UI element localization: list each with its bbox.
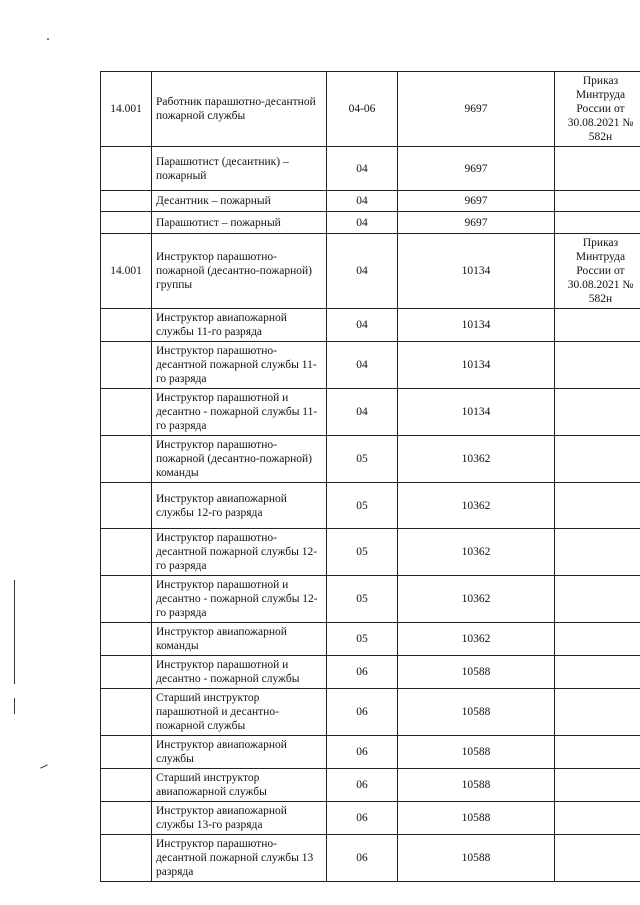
qualification-level-cell: 05	[327, 623, 398, 656]
code-cell: 14.001	[101, 72, 152, 147]
table-row	[101, 436, 640, 483]
table-row	[101, 309, 640, 342]
scan-speck	[47, 38, 49, 40]
occupation-number-cell: 10588	[398, 736, 555, 769]
order-reference-cell	[555, 389, 640, 436]
occupation-name-cell: Старший инструктор авиапожарной службы	[152, 769, 327, 802]
table-row	[101, 802, 640, 835]
order-reference-cell	[555, 769, 640, 802]
qualification-level-cell: 06	[327, 769, 398, 802]
occupation-name-cell: Старший инструктор парашютной и десантно-пожарной службы	[152, 689, 327, 736]
qualification-level-cell: 04	[327, 342, 398, 389]
order-reference-cell	[555, 736, 640, 769]
occupation-table	[100, 71, 640, 882]
occupation-number-cell: 9697	[398, 72, 555, 147]
table-row	[101, 736, 640, 769]
order-reference-cell	[555, 529, 640, 576]
occupation-name-cell: Парашютист (десантник) – пожарный	[152, 147, 327, 191]
code-cell	[101, 309, 152, 342]
order-reference-cell	[555, 191, 640, 212]
table-row	[101, 147, 640, 191]
qualification-level-cell: 05	[327, 483, 398, 529]
code-cell	[101, 147, 152, 191]
table-row	[101, 835, 640, 882]
order-reference-cell	[555, 212, 640, 234]
order-reference-cell	[555, 147, 640, 191]
occupation-number-cell: 10362	[398, 576, 555, 623]
occupation-number-cell: 10588	[398, 835, 555, 882]
code-cell	[101, 835, 152, 882]
code-cell	[101, 436, 152, 483]
order-reference-cell	[555, 309, 640, 342]
order-reference-cell: Приказ Минтруда России от 30.08.2021 № 582н	[555, 234, 640, 309]
table-row	[101, 191, 640, 212]
occupation-number-cell: 10134	[398, 389, 555, 436]
occupation-name-cell: Инструктор парашютно-пожарной (десантно-пожарной) группы	[152, 234, 327, 309]
qualification-level-cell: 04	[327, 309, 398, 342]
qualification-level-cell: 06	[327, 835, 398, 882]
scan-margin-mark	[40, 764, 48, 768]
order-reference-cell	[555, 576, 640, 623]
code-cell	[101, 342, 152, 389]
code-cell	[101, 529, 152, 576]
table-row	[101, 656, 640, 689]
qualification-level-cell: 06	[327, 689, 398, 736]
table-row	[101, 483, 640, 529]
qualification-level-cell: 04	[327, 212, 398, 234]
occupation-name-cell: Инструктор авиапожарной службы 11-го разряда	[152, 309, 327, 342]
table-row	[101, 576, 640, 623]
order-reference-cell: Приказ Минтруда России от 30.08.2021 № 582н	[555, 72, 640, 147]
table-row	[101, 529, 640, 576]
order-reference-cell	[555, 689, 640, 736]
code-cell	[101, 689, 152, 736]
code-cell	[101, 576, 152, 623]
order-reference-cell	[555, 656, 640, 689]
occupation-name-cell: Инструктор парашютной и десантно - пожарной службы 11-го разряда	[152, 389, 327, 436]
table-row	[101, 234, 640, 309]
qualification-level-cell: 04	[327, 389, 398, 436]
order-reference-cell	[555, 835, 640, 882]
occupation-name-cell: Инструктор парашютно-десантной пожарной службы 11-го разряда	[152, 342, 327, 389]
qualification-level-cell: 05	[327, 436, 398, 483]
scan-margin-mark	[14, 580, 15, 684]
occupation-name-cell: Десантник – пожарный	[152, 191, 327, 212]
occupation-name-cell: Инструктор парашютно-пожарной (десантно-пожарной) команды	[152, 436, 327, 483]
occupation-number-cell: 10362	[398, 623, 555, 656]
qualification-level-cell: 04	[327, 234, 398, 309]
qualification-level-cell: 04	[327, 147, 398, 191]
order-reference-cell	[555, 623, 640, 656]
occupation-name-cell: Инструктор парашютно-десантной пожарной службы 13 разряда	[152, 835, 327, 882]
scan-margin-mark	[14, 698, 15, 714]
code-cell	[101, 191, 152, 212]
table-row	[101, 72, 640, 147]
table-row	[101, 623, 640, 656]
occupation-name-cell: Инструктор авиапожарной команды	[152, 623, 327, 656]
table-row	[101, 212, 640, 234]
order-reference-cell	[555, 342, 640, 389]
qualification-level-cell: 04	[327, 191, 398, 212]
occupation-name-cell: Инструктор авиапожарной службы 12-го разряда	[152, 483, 327, 529]
occupation-name-cell: Инструктор парашютной и десантно - пожарной службы	[152, 656, 327, 689]
code-cell	[101, 483, 152, 529]
table-row	[101, 689, 640, 736]
occupation-number-cell: 10362	[398, 529, 555, 576]
occupation-number-cell: 9697	[398, 147, 555, 191]
occupation-name-cell: Инструктор авиапожарной службы 13-го разряда	[152, 802, 327, 835]
occupation-number-cell: 10588	[398, 769, 555, 802]
occupation-number-cell: 10134	[398, 234, 555, 309]
occupation-number-cell: 9697	[398, 212, 555, 234]
occupation-number-cell: 10362	[398, 436, 555, 483]
qualification-level-cell: 05	[327, 576, 398, 623]
code-cell: 14.001	[101, 234, 152, 309]
code-cell	[101, 736, 152, 769]
code-cell	[101, 389, 152, 436]
occupation-number-cell: 9697	[398, 191, 555, 212]
occupation-name-cell: Работник парашютно-десантной пожарной службы	[152, 72, 327, 147]
code-cell	[101, 802, 152, 835]
order-reference-cell	[555, 436, 640, 483]
occupation-number-cell: 10588	[398, 656, 555, 689]
qualification-level-cell: 06	[327, 802, 398, 835]
table-row	[101, 389, 640, 436]
code-cell	[101, 212, 152, 234]
occupation-name-cell: Инструктор парашютно-десантной пожарной службы 12-го разряда	[152, 529, 327, 576]
occupation-number-cell: 10134	[398, 309, 555, 342]
qualification-level-cell: 04-06	[327, 72, 398, 147]
occupation-name-cell: Инструктор парашютной и десантно - пожарной службы 12-го разряда	[152, 576, 327, 623]
qualification-level-cell: 06	[327, 736, 398, 769]
code-cell	[101, 769, 152, 802]
occupation-number-cell: 10588	[398, 689, 555, 736]
occupation-table-body	[101, 72, 640, 882]
qualification-level-cell: 06	[327, 656, 398, 689]
order-reference-cell	[555, 483, 640, 529]
table-row	[101, 342, 640, 389]
qualification-level-cell: 05	[327, 529, 398, 576]
occupation-name-cell: Парашютист – пожарный	[152, 212, 327, 234]
occupation-number-cell: 10134	[398, 342, 555, 389]
table-row	[101, 769, 640, 802]
occupation-number-cell: 10588	[398, 802, 555, 835]
order-reference-cell	[555, 802, 640, 835]
code-cell	[101, 656, 152, 689]
code-cell	[101, 623, 152, 656]
occupation-number-cell: 10362	[398, 483, 555, 529]
occupation-name-cell: Инструктор авиапожарной службы	[152, 736, 327, 769]
